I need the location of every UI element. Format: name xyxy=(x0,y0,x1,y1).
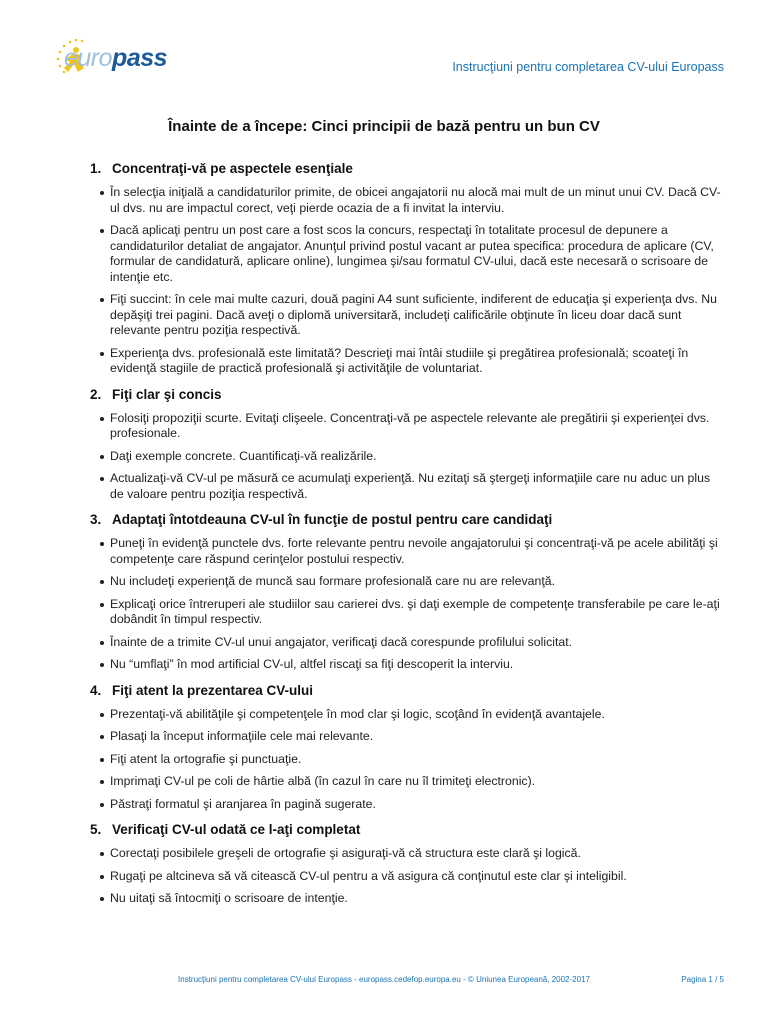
list-item: Nu includeţi experienţă de muncă sau formare profesională care nu are relevanţă. xyxy=(92,574,722,590)
bullet-icon xyxy=(100,580,104,584)
section-heading: 5. Verificaţi CV-ul odată ce l-aţi completat xyxy=(90,822,361,837)
bullet-icon xyxy=(100,191,104,195)
footer-text: Instrucţiuni pentru completarea CV-ului Europass - europass.cedefop.europa.eu - © Uniunea Europeană, 2002-2017 xyxy=(178,975,590,984)
list-item: Păstraţi formatul şi aranjarea în pagină sugerate. xyxy=(92,797,722,813)
list-item: Actualizaţi-vă CV-ul pe măsură ce acumulaţi experienţă. Nu ezitaţi să ştergeţi informaţiile care nu aduc un plus de valoare pentru poziţia respectivă. xyxy=(92,471,722,502)
list-item: Daţi exemple concrete. Cuantificaţi-vă realizările. xyxy=(92,449,722,465)
section-2 xyxy=(92,386,722,503)
bullet-icon xyxy=(100,897,104,901)
section-3 xyxy=(92,511,722,673)
list-item: Fiţi succint: în cele mai multe cazuri, două pagini A4 sunt suficiente, indiferent de educaţia şi experienţa dvs. Nu depăşiţi trei pagini. Dacă aveţi o diplomă universitară, includeţi calificările obţinute în liceu doar dacă sunt relevante pentru poziţia respectivă. xyxy=(92,292,722,339)
bullet-icon xyxy=(100,229,104,233)
header-title: Instrucţiuni pentru completarea CV-ului Europass xyxy=(452,60,724,74)
bullet-icon xyxy=(100,641,104,645)
section-heading: 4. Fiţi atent la prezentarea CV-ului xyxy=(90,682,314,698)
list-item: În selecţia iniţială a candidaturilor primite, de obicei angajatorii nu alocă mai mult de un minut unui CV. Dacă CV-ul dvs. nu are impactul corect, veţi pierde ocazia de a fi invitat la interviu. xyxy=(92,185,722,216)
section-4 xyxy=(92,682,722,813)
list-item: Experienţa dvs. profesională este limitată? Descrieţi mai întâi studiile şi pregătirea profesională; scoateţi în evidenţă stagiile de practică profesională şi activităţile de voluntariat. xyxy=(92,346,722,377)
bullet-icon xyxy=(100,477,104,481)
list-item: Prezentaţi-vă abilităţile şi competenţele în mod clar şi logic, scoţând în evidenţă avantajele. xyxy=(92,707,722,723)
bullet-icon xyxy=(100,758,104,762)
list-item: Puneţi în evidenţă punctele dvs. forte relevante pentru nevoile angajatorului şi concentraţi-vă pe acele abilităţi şi competenţe care răspund cerinţelor postului respectiv. xyxy=(92,536,722,567)
bullet-icon xyxy=(100,352,104,356)
page-header xyxy=(0,0,768,100)
page-footer xyxy=(0,975,768,989)
bullet-icon xyxy=(100,780,104,784)
list-item: Înainte de a trimite CV-ul unui angajator, verificaţi dacă corespunde profilului solicitat. xyxy=(92,635,722,651)
bullet-icon xyxy=(100,735,104,739)
section-heading: 2. Fiţi clar şi concis xyxy=(90,386,222,402)
list-item: Rugaţi pe altcineva să vă citească CV-ul pentru a vă asigura că conţinutul este clar şi inteligibil. xyxy=(92,869,722,885)
bullet-icon xyxy=(100,455,104,459)
section-1 xyxy=(92,160,722,377)
bullet-icon xyxy=(100,852,104,856)
bullet-icon xyxy=(100,875,104,879)
document-title: Înainte de a începe: Cinci principii de bază pentru un bun CV xyxy=(168,118,600,135)
bullet-icon xyxy=(100,417,104,421)
page-number: Pagina 1 / 5 xyxy=(681,975,724,984)
bullet-icon xyxy=(100,298,104,302)
europass-logo-text: europass xyxy=(64,44,168,72)
list-item: Plasaţi la început informaţiile cele mai relevante. xyxy=(92,729,722,745)
bullet-icon xyxy=(100,542,104,546)
section-5 xyxy=(92,821,722,907)
list-item: Dacă aplicaţi pentru un post care a fost scos la concurs, respectaţi în totalitate procesul de depunere a candidaturilor detaliat de angajator. Anunţul privind postul vacant ar putea specifica: procedura de aplicare (CV, formular de candidatură, aplicare online), lungimea şi/sau formatul CV-ului, dacă este necesară o scrisoare de intenţie etc. xyxy=(92,223,722,285)
list-item: Explicaţi orice întreruperi ale studiilor sau carierei dvs. şi daţi exemple de competenţe transferabile pe care le-aţi dobândit în timpul respectiv. xyxy=(92,597,722,628)
bullet-icon xyxy=(100,663,104,667)
section-heading: 3. Adaptaţi întotdeauna CV-ul în funcţie de postul pentru care candidaţi xyxy=(90,512,553,527)
bullet-icon xyxy=(100,713,104,717)
section-heading: 1. Concentraţi-vă pe aspectele esenţiale xyxy=(90,161,353,176)
list-item: Folosiţi propoziţii scurte. Evitaţi clişeele. Concentraţi-vă pe aspectele relevante ale pregătirii şi experienţei dvs. profesionale. xyxy=(92,411,722,442)
bullet-icon xyxy=(100,603,104,607)
list-item: Nu “umflaţi” în mod artificial CV-ul, altfel riscaţi sa fiţi descoperit la interviu. xyxy=(92,657,722,673)
list-item: Imprimaţi CV-ul pe coli de hârtie albă (în cazul în care nu îl trimiteţi electronic). xyxy=(92,774,722,790)
list-item: Nu uitaţi să întocmiţi o scrisoare de intenţie. xyxy=(92,891,722,907)
bullet-icon xyxy=(100,803,104,807)
list-item: Fiţi atent la ortografie şi punctuaţie. xyxy=(92,752,722,768)
list-item: Corectaţi posibilele greşeli de ortografie şi asiguraţi-vă că structura este clară şi logică. xyxy=(92,846,722,862)
document-body xyxy=(92,160,722,916)
